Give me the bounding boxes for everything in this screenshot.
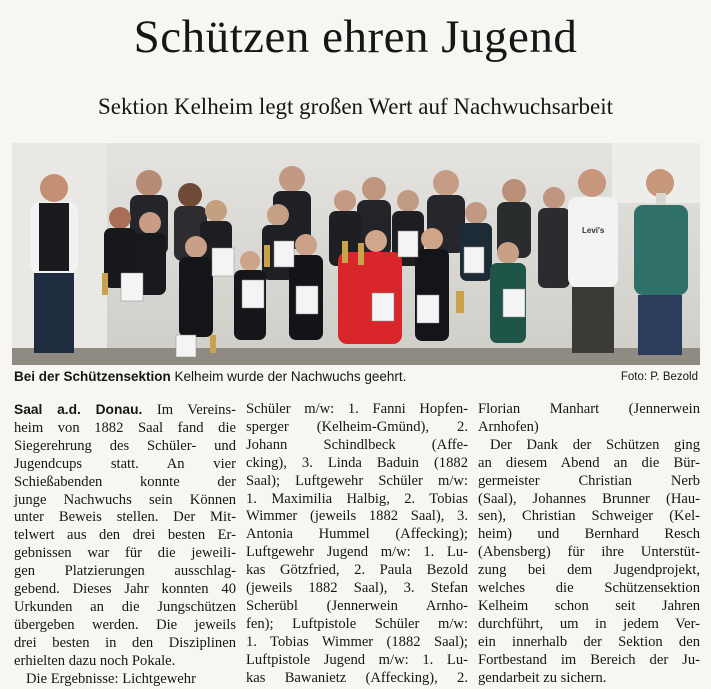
text-line: heim von 1882 Saal fand die — [14, 419, 236, 436]
text-line: Arnhofen) — [478, 418, 539, 435]
text-line: gebnissen war für die jeweili- — [14, 545, 236, 562]
article-column-3 — [478, 401, 700, 688]
text-line: sen), Christian Schweiger (Kel- — [478, 508, 700, 525]
text-line: drei besten in den Disziplinen — [14, 634, 236, 651]
text-line: Urkunden an die Jungschützen — [14, 598, 236, 615]
text-line: kas Götzfried, 2. Paula Bezold — [246, 562, 468, 579]
headline: Schützen ehren Jugend — [133, 11, 578, 63]
text-line: 1. Maximilia Halbig, 2. Tobias — [246, 490, 468, 507]
text-line: ein innerhalb der Sektion den — [478, 633, 700, 650]
text-line: Kelheim schon seit Jahren — [478, 597, 700, 614]
shirt-print: Levi's — [582, 226, 605, 235]
text-line: sperger (Kelheim-Gmünd), 2. — [246, 418, 468, 435]
text-line: kas Bawanietz (Affecking), 2. — [246, 669, 468, 686]
text-line: germeister Christian Nerb — [478, 472, 700, 489]
text-line: gendarbeit zu sichern. — [478, 669, 607, 686]
text-line: erhielten dazu noch Pokale. — [14, 652, 176, 669]
photo-caption — [14, 367, 406, 387]
subheadline: Sektion Kelheim legt großen Wert auf Nachwuchsarbeit — [97, 94, 614, 119]
text-line: Die Ergebnisse: Lichtgewehr — [26, 670, 196, 687]
text-line: Saal a.d. Donau. Im Vereins- — [14, 402, 236, 418]
dateline: Saal a.d. Donau. — [14, 402, 143, 417]
text-line: Fortbestand im Bereich der Ju- — [478, 651, 700, 668]
article-column-1 — [14, 401, 236, 689]
text-line: 1. Tobias Wimmer (1882 Saal); — [246, 633, 468, 650]
text-line: Antonia Hummel (Affecking); — [246, 526, 468, 543]
text-line: Schüler m/w: 1. Fanni Hopfen- — [246, 401, 468, 417]
text-line: Siegerehrung des Schüler- und — [14, 437, 236, 454]
photo-caption-text: Kelheim wurde der Nachwuchs geehrt. — [170, 369, 407, 384]
text-line: gebend. Dieses Jahr konnten 40 — [14, 581, 236, 598]
text-line: fen); Luftpistole Schüler m/w: — [246, 615, 468, 632]
article-column-2 — [246, 401, 468, 688]
photo-caption-row — [12, 367, 700, 387]
text-line: Florian Manhart (Jennerwein — [478, 401, 700, 417]
text-line: telwert aus den drei besten Er- — [14, 527, 236, 544]
text-line: Wimmer (jeweils 1882 Saal), 3. — [246, 508, 468, 525]
text-line: zung bei dem Jugendprojekt, — [478, 562, 700, 579]
text-line: heim) und Bernhard Resch — [478, 526, 700, 543]
group-photo — [12, 143, 700, 365]
text-line: cking), 3. Linda Baduin (1882 — [246, 454, 468, 471]
text-line: junge Nachwuchs sein Können — [14, 491, 236, 508]
text-line: Luftgewehr Jugend m/w: 1. Lu- — [246, 544, 468, 561]
text-line: Saal); Luftgewehr Schüler m/w: — [246, 472, 468, 489]
text-line: Luftpistole Jugend m/w: 1. Lu- — [246, 651, 468, 668]
photo-credit: Foto: P. Bezold — [620, 371, 698, 383]
text-line: (jeweils 1882 Saal), 3. Stefan — [246, 580, 468, 597]
photo-caption-bold: Bei der Schützensektion — [14, 369, 171, 384]
text-line: Der Dank der Schützen ging — [490, 436, 700, 453]
text-line: unter Beweis stellen. Der Mit- — [14, 509, 236, 526]
text-line: Scherübl (Jennerwein Arnho- — [246, 597, 468, 614]
text-line: welches die Schützensektion — [478, 580, 700, 597]
text-line: an diesem Abend an die Bür- — [478, 454, 700, 471]
text-line: Johann Schindlbeck (Affe- — [246, 436, 468, 453]
text-line: Schießabenden konnte der — [14, 473, 236, 490]
text-line: Jugendcups statt. An vier — [14, 455, 236, 472]
text-line: (Saal), Johannes Brunner (Hau- — [478, 490, 700, 507]
text-line: übergeben werden. Die jeweils — [14, 616, 236, 633]
text-line: durchführt, um in jedem Ver- — [478, 615, 700, 632]
text-line: (Abensberg) für ihre Unterstüt- — [478, 544, 700, 561]
text-line: gen Platzierungen ausschlag- — [14, 563, 236, 580]
